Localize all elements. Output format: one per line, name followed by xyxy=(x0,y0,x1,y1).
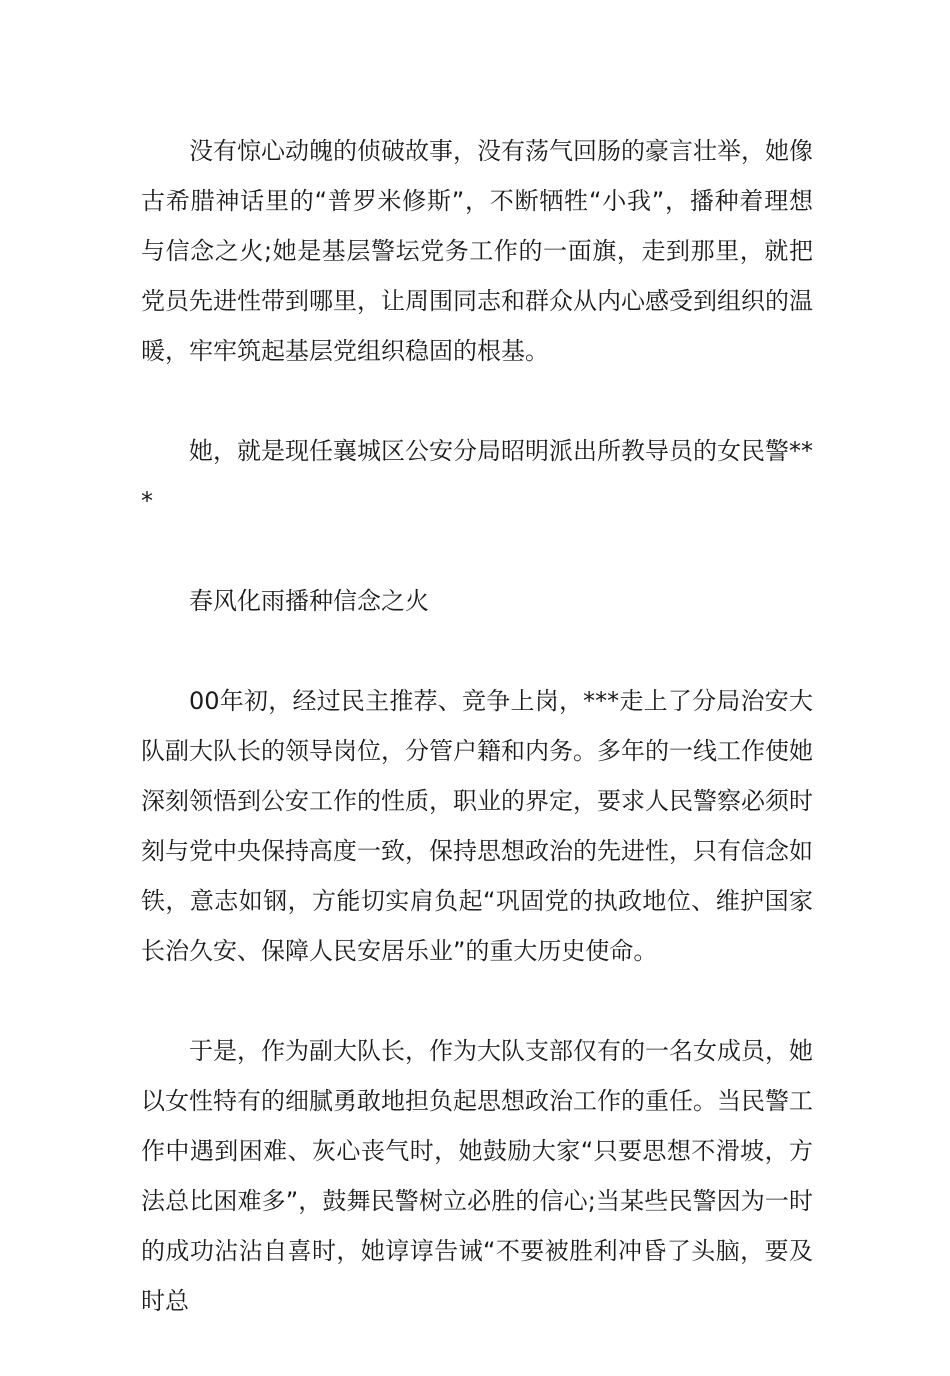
paragraph-intro: 没有惊心动魄的侦破故事，没有荡气回肠的豪言壮举，她像古希腊神话里的“普罗米修斯”，不断牺牲“小我”，播种着理想与信念之火;她是基层警坛党务工作的一面旗，走到那里，就把党员先进性带到哪里，让周围同志和群众从内心感受到组织的温暖，牢牢筑起基层党组织稳固的根基。 xyxy=(141,137,813,365)
section-heading: 春风化雨播种信念之火 xyxy=(189,587,429,615)
document-body xyxy=(141,126,813,1376)
paragraph-promotion: 00年初，经过民主推荐、竞争上岗，***走上了分局治安大队副大队长的领导岗位，分管户籍和内务。多年的一线工作使她深刻领悟到公安工作的性质，职业的界定，要求人民警察必须时刻与党中央保持高度一致，保持思想政治的先进性，只有信念如铁，意志如钢，方能切实肩负起“巩固党的执政地位、维护国家长治久安、保障人民安居乐业”的重大历史使命。 xyxy=(141,687,813,965)
paragraph-political-work: 于是，作为副大队长，作为大队支部仅有的一名女成员，她以女性特有的细腻勇敢地担负起思想政治工作的重任。当民警工作中遇到困难、灰心丧气时，她鼓励大家“只要思想不滑坡，方法总比困难多”，鼓舞民警树立必胜的信心;当某些民警因为一时的成功沾沾自喜时，她谆谆告诫“不要被胜利冲昏了头脑，要及时总 xyxy=(141,1037,813,1315)
paragraph-identity: 她，就是现任襄城区公安分局昭明派出所教导员的女民警*** xyxy=(141,437,813,515)
